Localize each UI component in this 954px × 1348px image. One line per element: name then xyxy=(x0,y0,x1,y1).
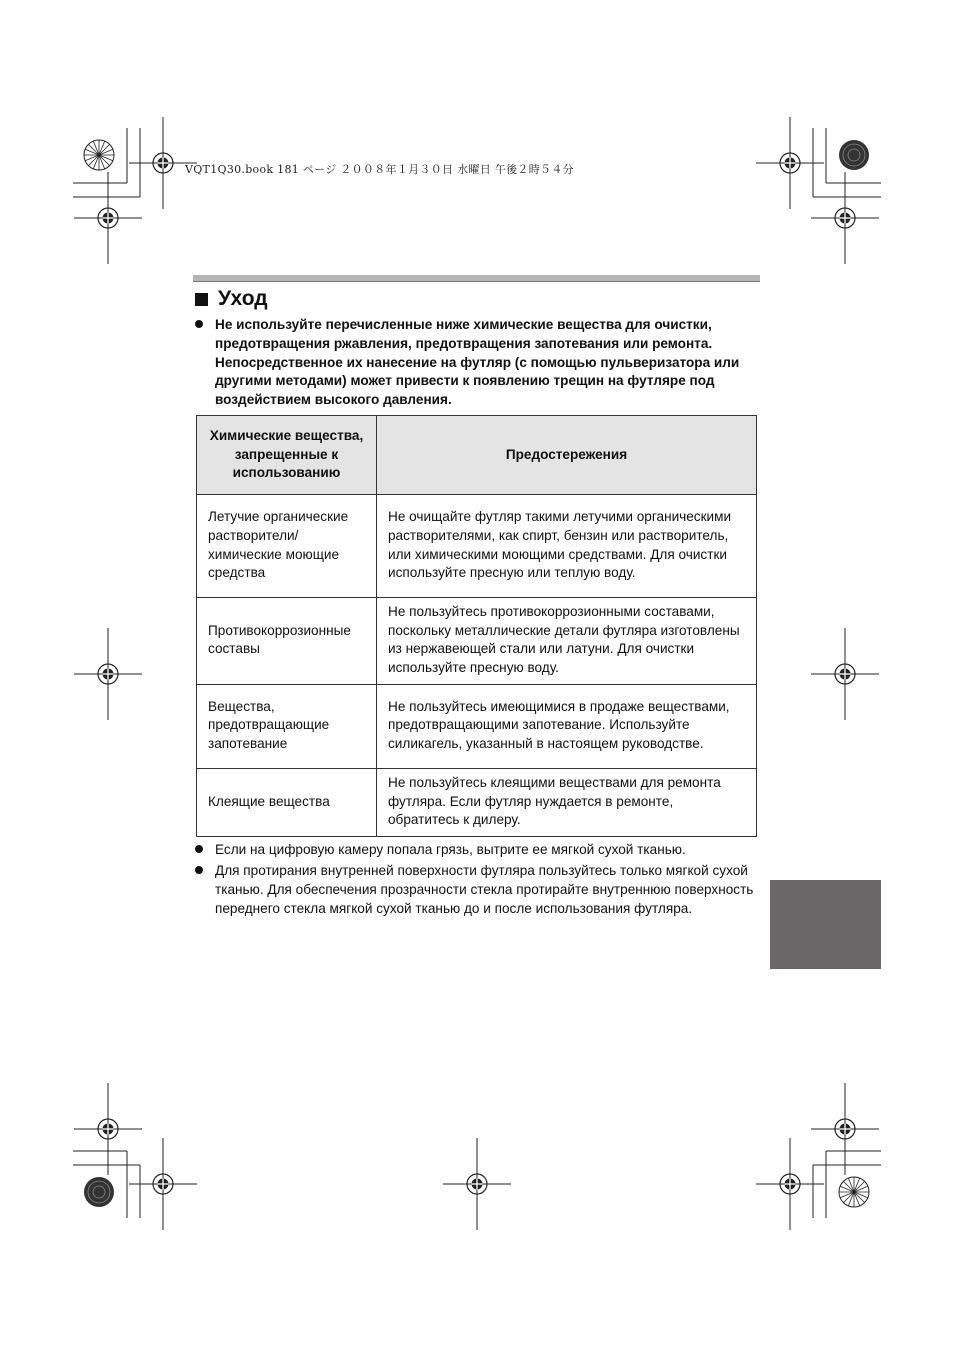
table-row xyxy=(197,495,757,598)
section-heading xyxy=(195,287,268,311)
bullet-icon xyxy=(195,320,203,328)
table-header-row xyxy=(197,416,757,495)
note-bullet xyxy=(195,862,758,918)
table-cell-chemical: Летучие органические растворители/ химические моющие средства xyxy=(197,495,377,598)
title-rule-line xyxy=(193,281,760,282)
note-text: Если на цифровую камеру попала грязь, вытрите ее мягкой сухой тканью. xyxy=(215,842,686,857)
section-title: Уход xyxy=(218,287,268,310)
table-cell-precaution: Не очищайте футляр такими летучими органическими растворителями, как спирт, бензин или растворитель, или химическими моющими средствами. Для очистки используйте пресную или теплую воду. xyxy=(377,495,757,598)
note-bullet xyxy=(195,841,758,860)
header-chemicals: Химические вещества, запрещенные к использованию xyxy=(197,416,377,495)
table-cell-chemical: Противокоррозионные составы xyxy=(197,598,377,685)
print-header: VQT1Q30.book 181 ページ ２００８年１月３０日 水曜日 午後２時５４分 xyxy=(185,163,574,176)
table-cell-chemical: Клеящие вещества xyxy=(197,768,377,836)
bullet-icon xyxy=(195,845,203,853)
warning-text: Не используйте перечисленные ниже химические вещества для очистки, предотвращения ржавления, предотвращения запотевания или ремонта. Непосредственное их нанесение на футляр (с помощью пульверизатора или другими методами) может привести к появлению трещин на футляре под воздействием высокого давления. xyxy=(215,317,740,408)
table-cell-precaution: Не пользуйтесь клеящими веществами для ремонта футляра. Если футляр нуждается в ремонте, обратитесь к дилеру. xyxy=(377,768,757,836)
header-precautions: Предостережения xyxy=(377,416,757,495)
table-row xyxy=(197,684,757,768)
table-cell-chemical: Вещества, предотвращающие запотевание xyxy=(197,684,377,768)
bullet-icon xyxy=(195,866,203,874)
note-text: Для протирания внутренней поверхности футляра пользуйтесь только мягкой сухой тканью. Для обеспечения прозрачности стекла протирайте внутреннюю поверхность переднего стекла мягкой сухой тканью до и после использования футляра. xyxy=(215,863,754,916)
chemicals-table xyxy=(196,415,757,837)
table-cell-precaution: Не пользуйтесь противокоррозионными составами, поскольку металлические детали футляра изготовлены из нержавеющей стали или латуни. Для очистки используйте пресную воду. xyxy=(377,598,757,685)
warning-bullet xyxy=(195,316,758,410)
side-tab-marker xyxy=(770,880,881,969)
table-row xyxy=(197,768,757,836)
table-cell-precaution: Не пользуйтесь имеющимися в продаже веществами, предотвращающими запотевание. Используйте силикагель, указанный в настоящем руководстве. xyxy=(377,684,757,768)
table-row xyxy=(197,598,757,685)
square-bullet-icon xyxy=(195,293,208,306)
